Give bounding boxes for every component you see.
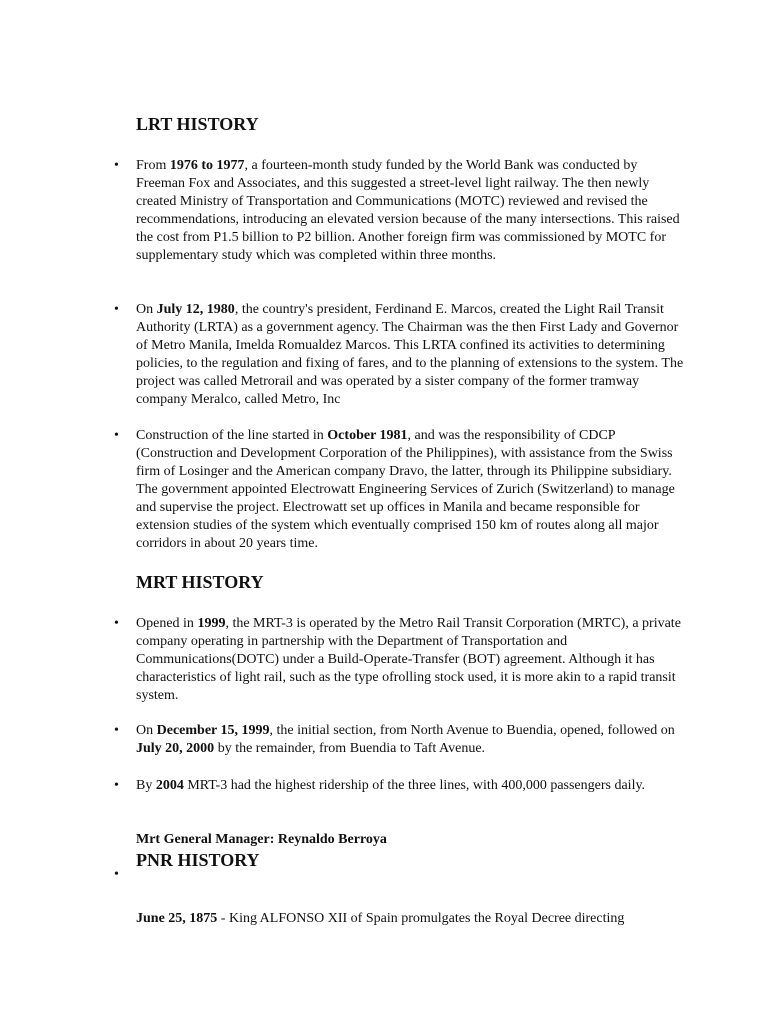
mrt-list-item-3	[114, 777, 684, 795]
mrt-item-1-text: Opened in 1999, the MRT-3 is operated by the Metro Rail Transit Corporation (MRTC), a private company operating in partnership with the Department of Transportation and Communications(DOTC) under a Build-Operate-Transfer (BOT) agreement. Although it has characteristics of light rail, such as the type ofrolling stock used, it is more akin to a rapid transit system.	[136, 616, 681, 703]
bullet-icon: •	[114, 158, 119, 173]
lrt-item-2-text: On July 12, 1980, the country's president, Ferdinand E. Marcos, created the Light Rail Transit Authority (LRTA) as a government agency. The Chairman was the then First Lady and Governor of Metro Manila, Imelda Romualdez Marcos. This LRTA confined its activities to determining policies, to the regulation and fixing of fares, and to the planning of extensions to the system. The project was called Metrorail and was operated by a sister company of the former tramway company Meralco, called Metro, Inc	[136, 302, 684, 407]
pnr-item-1-text: June 25, 1875 - King ALFONSO XII of Spain promulgates the Royal Decree directing	[136, 911, 625, 926]
pnr-list-item-1	[136, 910, 684, 928]
lrt-item-3-text: Construction of the line started in October 1981, and was the responsibility of CDCP (Construction and Development Corporation of the Philippines), with assistance from the Swiss firm of Losinger and the American company Dravo, the latter, through its Philippine subsidiary. The government appointed Electrowatt Engineering Services of Zurich (Switzerland) to manage and supervise the project. Electrowatt set up offices in Manila and became responsible for extension studies of the system which eventually comprised 150 km of routes along all major corridors in about 20 years time.	[136, 428, 675, 551]
lrt-list-item-1	[114, 157, 684, 265]
mrt-list-item-1	[114, 615, 684, 705]
lrt-history-heading: LRT HISTORY	[136, 114, 259, 134]
bullet-icon: •	[114, 302, 119, 317]
bullet-icon: •	[114, 616, 119, 631]
lrt-list-item-2	[114, 301, 684, 409]
lrt-list-item-3	[114, 427, 684, 553]
mrt-list-item-2	[114, 722, 684, 758]
mrt-general-manager: Mrt General Manager: Reynaldo Berroya	[136, 832, 387, 847]
mrt-item-3-text: By 2004 MRT-3 had the highest ridership of the three lines, with 400,000 passengers daily.	[136, 778, 646, 793]
mrt-history-heading: MRT HISTORY	[136, 572, 264, 592]
bullet-icon: •	[114, 778, 119, 793]
bullet-icon: •	[114, 428, 119, 443]
lrt-item-1-text: From 1976 to 1977, a fourteen-month study funded by the World Bank was conducted by Freeman Fox and Associates, and this suggested a street-level light railway. The then newly created Ministry of Transportation and Communications (MOTC) reviewed and revised the recommendations, introducing an elevated version because of the many intersections. This raised the cost from P1.5 billion to P2 billion. Another foreign firm was commissioned by MOTC for supplementary study which was completed within three months.	[136, 158, 680, 263]
bullet-icon: •	[114, 723, 119, 738]
mrt-item-2-text: On December 15, 1999, the initial section, from North Avenue to Buendia, opened, followed on July 20, 2000 by the remainder, from Buendia to Taft Avenue.	[136, 723, 675, 756]
pnr-empty-list-item	[114, 866, 684, 884]
pnr-history-heading: PNR HISTORY	[136, 850, 260, 870]
bullet-icon: •	[114, 867, 119, 882]
